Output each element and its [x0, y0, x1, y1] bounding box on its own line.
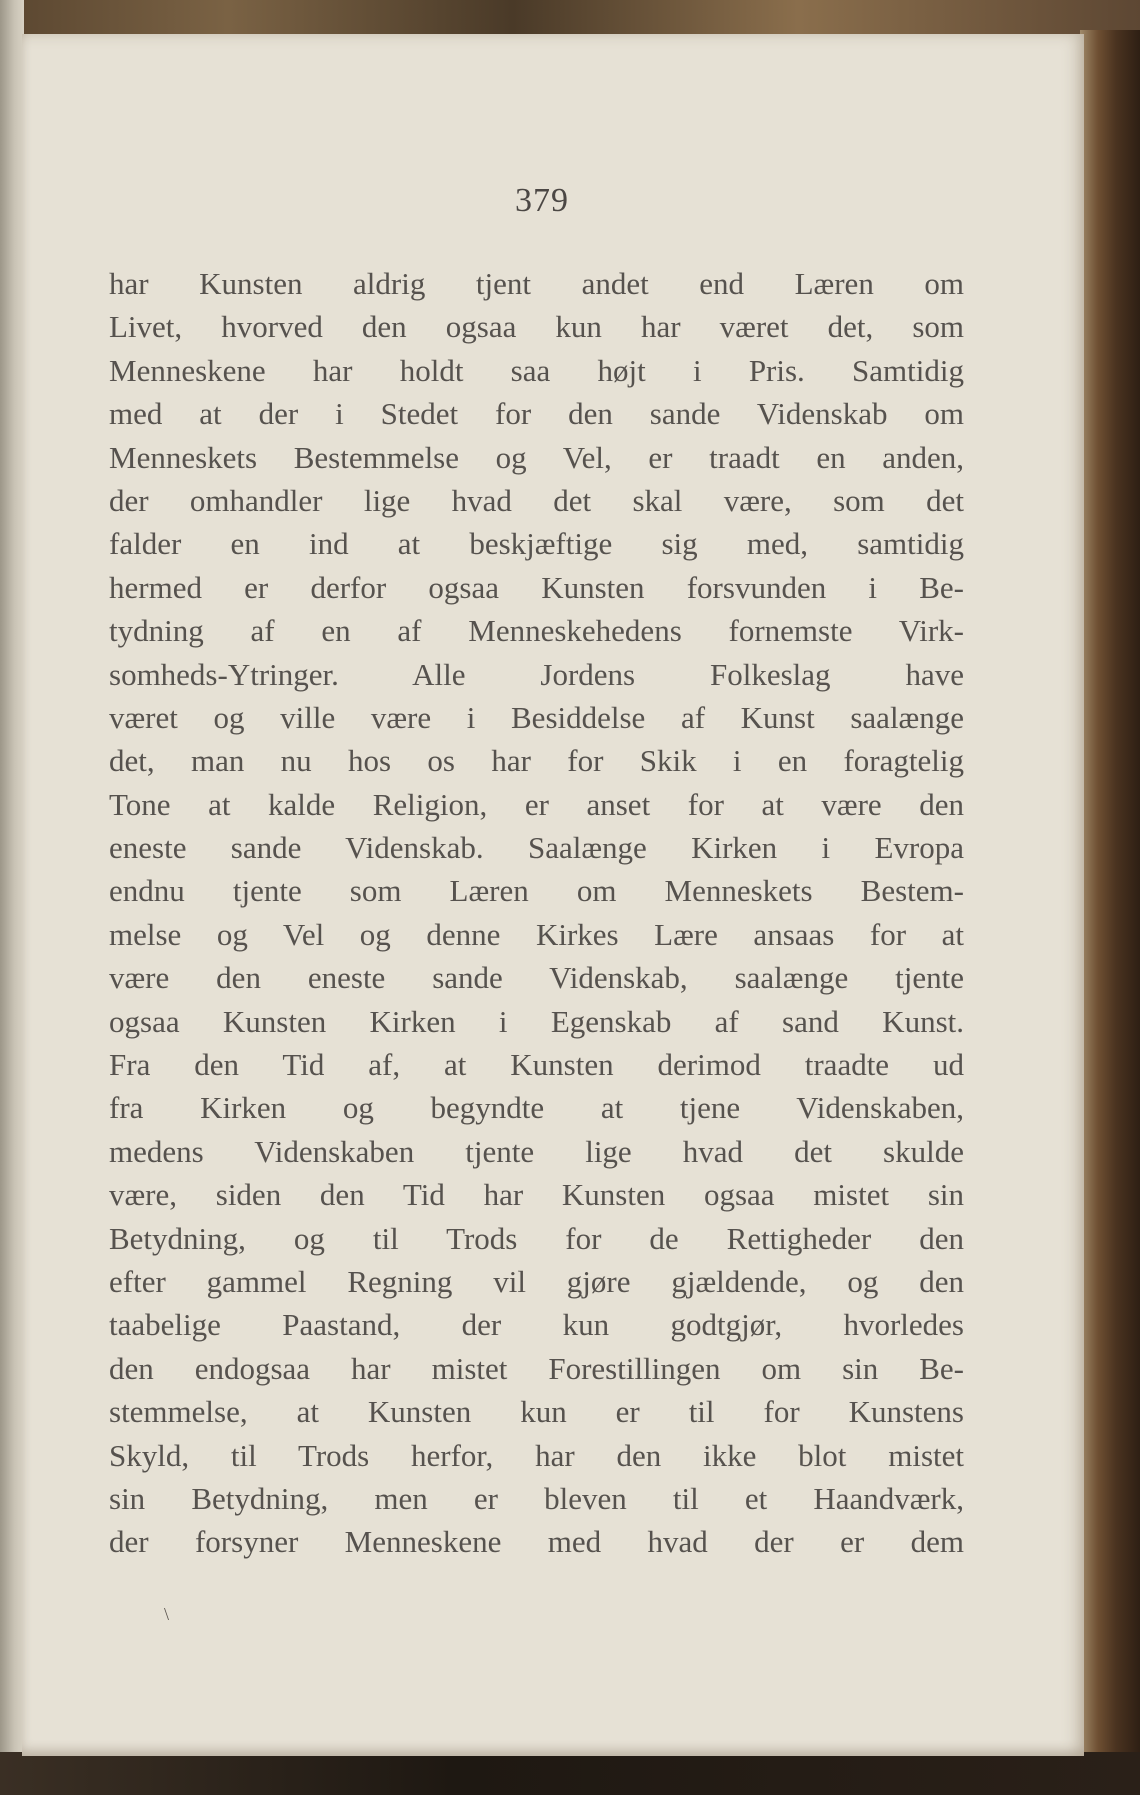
- text-line: melse og Vel og denne Kirkes Lære ansaas for at: [109, 916, 964, 952]
- text-line: endnu tjente som Læren om Menneskets Bestem-: [109, 873, 964, 909]
- text-line: stemmelse, at Kunsten kun er til for Kunstens: [109, 1394, 964, 1430]
- text-line: Menneskene har holdt saa højt i Pris. Samtidig: [109, 352, 964, 388]
- stray-ink-mark: \: [164, 1604, 170, 1624]
- book-bottom-edge: [0, 1752, 1140, 1795]
- text-line: Menneskets Bestemmelse og Vel, er traadt en anden,: [109, 439, 964, 475]
- text-line: eneste sande Videnskab. Saalænge Kirken i Evropa: [109, 830, 964, 866]
- text-line: medens Videnskaben tjente lige hvad det skulde: [109, 1133, 964, 1169]
- text-line: har Kunsten aldrig tjent andet end Læren om: [109, 266, 964, 301]
- text-line: der omhandler lige hvad det skal være, som det: [109, 482, 964, 518]
- text-line: Tone at kalde Religion, er anset for at være den: [109, 786, 964, 822]
- book-left-edge: [0, 0, 24, 1795]
- text-line: ogsaa Kunsten Kirken i Egenskab af sand Kunst.: [109, 1003, 964, 1039]
- text-line: taabelige Paastand, der kun godtgjør, hvorledes: [109, 1307, 964, 1343]
- page-number: 379: [515, 182, 569, 219]
- text-line: det, man nu hos os har for Skik i en foragtelig: [109, 743, 964, 779]
- text-line: den endogsaa har mistet Forestillingen om sin Be-: [109, 1350, 964, 1386]
- text-line: Betydning, og til Trods for de Rettigheder den: [109, 1220, 964, 1256]
- book-page: [22, 34, 1084, 1756]
- text-line: fra Kirken og begyndte at tjene Videnskaben,: [109, 1090, 964, 1126]
- text-line: være den eneste sande Videnskab, saalænge tjente: [109, 960, 964, 996]
- book-top-edge: [0, 0, 1140, 38]
- text-line: somheds-Ytringer. Alle Jordens Folkeslag have: [109, 656, 964, 692]
- book-spine-edge: [1080, 30, 1140, 1770]
- text-line: tydning af en af Menneskehedens fornemste Virk-: [109, 613, 964, 649]
- text-line: været og ville være i Besiddelse af Kunst saalænge: [109, 699, 964, 735]
- text-line: der forsyner Menneskene med hvad der er dem: [109, 1524, 964, 1560]
- text-line: være, siden den Tid har Kunsten ogsaa mistet sin: [109, 1177, 964, 1213]
- text-line: falder en ind at beskjæftige sig med, samtidig: [109, 526, 964, 562]
- text-line: med at der i Stedet for den sande Videnskab om: [109, 396, 964, 432]
- text-line: Fra den Tid af, at Kunsten derimod traadte ud: [109, 1047, 964, 1083]
- text-line: Skyld, til Trods herfor, har den ikke blot mistet: [109, 1437, 964, 1473]
- text-line: hermed er derfor ogsaa Kunsten forsvunden i Be-: [109, 569, 964, 605]
- text-line: Livet, hvorved den ogsaa kun har været det, som: [109, 309, 964, 345]
- text-line: sin Betydning, men er bleven til et Haandværk,: [109, 1480, 964, 1516]
- page-body-text: [109, 262, 964, 1564]
- text-line: efter gammel Regning vil gjøre gjældende, og den: [109, 1263, 964, 1299]
